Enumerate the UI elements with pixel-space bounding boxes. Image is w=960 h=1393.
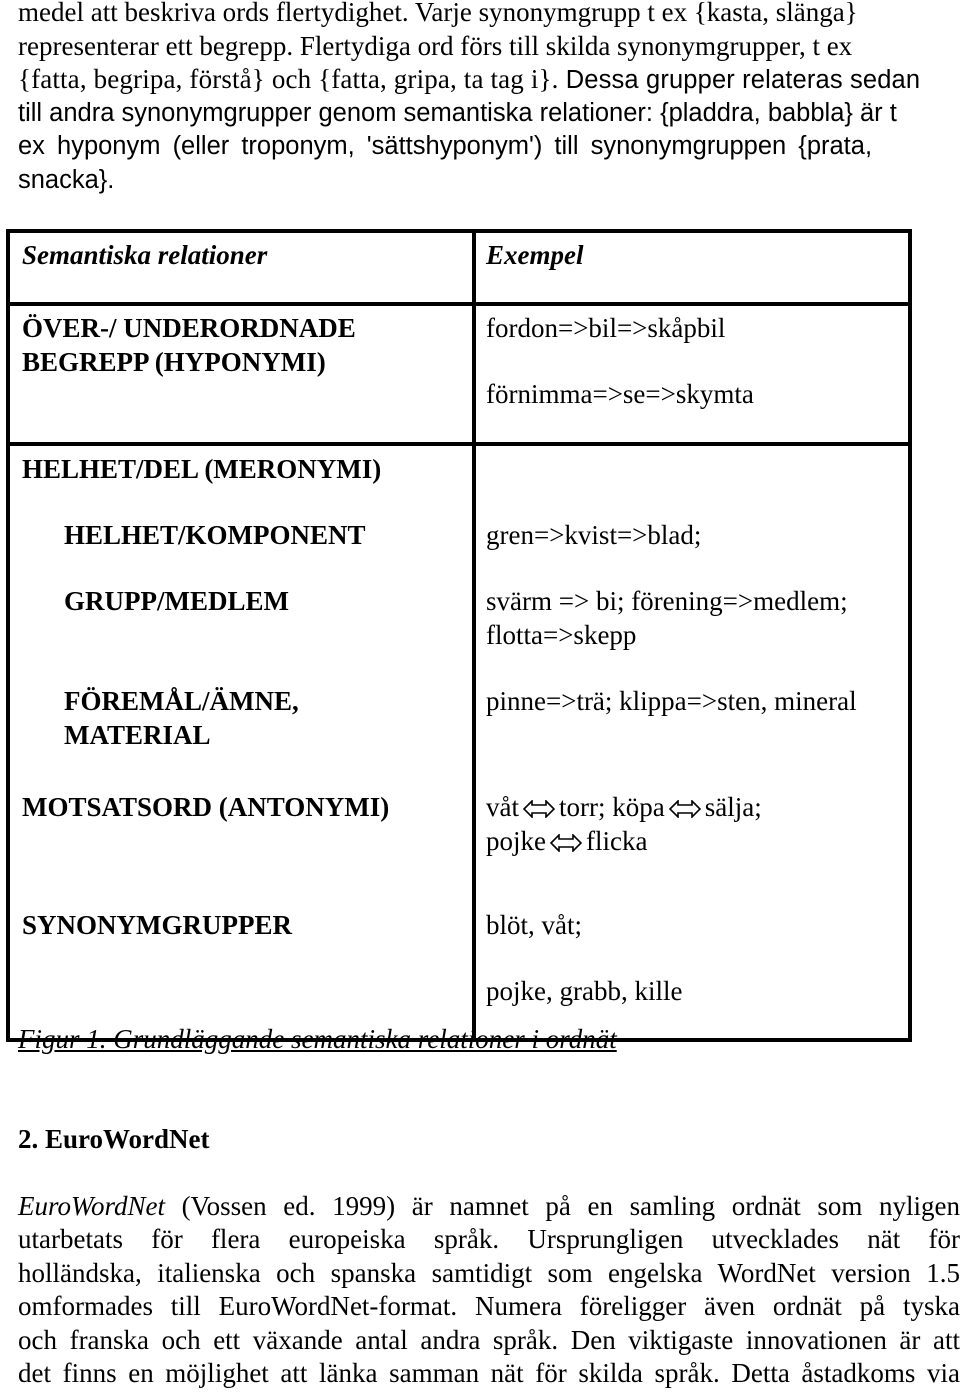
synonyms-example: blöt, våt; bbox=[486, 910, 582, 940]
body-paragraph bbox=[18, 1190, 960, 1390]
table-row bbox=[8, 444, 910, 858]
body-line: EuroWordNet (Vossen ed. 1999) är namnet på en samling ordnät som nyligen bbox=[18, 1191, 960, 1221]
hyponymy-label: BEGREPP (HYPONYMI) bbox=[22, 347, 326, 377]
hyponymy-example: fordon=>bil=>skåpbil bbox=[486, 313, 726, 343]
header-relations: Semantiska relationer bbox=[22, 240, 268, 270]
intro-line: medel att beskriva ords flertydighet. Varje synonymgrupp t ex {kasta, slänga} bbox=[18, 0, 858, 27]
body-line: och franska och ett växande antal andra språk. Den viktigaste innovationen är att bbox=[18, 1324, 960, 1355]
antonymy-label: MOTSATSORD (ANTONYMI) bbox=[22, 792, 390, 822]
body-line: holländska, italienska och spanska samtidigt som engelska WordNet version 1.5 bbox=[18, 1257, 960, 1288]
hyponymy-label: ÖVER-/ UNDERORDNADE bbox=[22, 313, 356, 343]
meronymy-sub-label: FÖREMÅL/ÄMNE, bbox=[64, 686, 299, 716]
meronymy-example: flotta=>skepp bbox=[486, 620, 637, 650]
synonyms-label: SYNONYMGRUPPER bbox=[22, 910, 292, 940]
table-row bbox=[8, 304, 910, 444]
double-arrow-icon bbox=[669, 800, 701, 818]
double-arrow-icon bbox=[523, 800, 555, 818]
figure-caption: Figur 1. Grundläggande semantiska relationer i ordnät bbox=[18, 1024, 617, 1054]
meronymy-example: pinne=>trä; klippa=>sten, mineral bbox=[486, 686, 857, 716]
meronymy-sub-label: MATERIAL bbox=[64, 720, 211, 750]
body-line: utarbetats för flera europeiska språk. Ursprungligen utvecklades nät för bbox=[18, 1224, 960, 1255]
antonymy-example: våt torr; köpa sälja; bbox=[486, 792, 762, 822]
intro-paragraph bbox=[18, 0, 960, 198]
meronymy-sub-label: HELHET/KOMPONENT bbox=[64, 520, 366, 550]
intro-line: representerar ett begrepp. Flertydiga ord förs till skilda synonymgrupper, t ex bbox=[18, 30, 853, 61]
hyponymy-example: förnimma=>se=>skymta bbox=[486, 379, 754, 409]
section-heading: 2. EuroWordNet bbox=[18, 1124, 210, 1154]
double-arrow-icon bbox=[550, 834, 582, 852]
intro-line: ex hyponym (eller troponym, 'sättshyponym') till synonymgruppen {prata, bbox=[18, 132, 873, 161]
meronymy-label: HELHET/DEL (MERONYMI) bbox=[22, 454, 382, 484]
synonyms-example: pojke, grabb, kille bbox=[486, 976, 683, 1006]
table-row bbox=[8, 858, 910, 1040]
meronymy-example: svärm => bi; förening=>medlem; bbox=[486, 586, 848, 616]
semantic-relations-table bbox=[6, 229, 912, 1042]
intro-line: snacka}. bbox=[18, 165, 115, 194]
table-header-row bbox=[8, 231, 910, 304]
intro-line: {fatta, begripa, förstå} och {fatta, gripa, ta tag i}. Dessa grupper relateras sedan bbox=[18, 64, 921, 95]
meronymy-sub-label: GRUPP/MEDLEM bbox=[64, 586, 289, 616]
body-line: det finns en möjlighet att länka samman nät för skilda språk. Detta åstadkoms via bbox=[18, 1358, 960, 1389]
intro-line: till andra synonymgrupper genom semantiska relationer: {pladdra, babbla} är t bbox=[18, 98, 897, 127]
meronymy-example: gren=>kvist=>blad; bbox=[486, 520, 702, 550]
antonymy-example: pojke flicka bbox=[486, 826, 648, 856]
body-line: omformades till EuroWordNet-format. Numera föreligger även ordnät på tyska bbox=[18, 1291, 960, 1322]
header-examples: Exempel bbox=[486, 240, 584, 270]
